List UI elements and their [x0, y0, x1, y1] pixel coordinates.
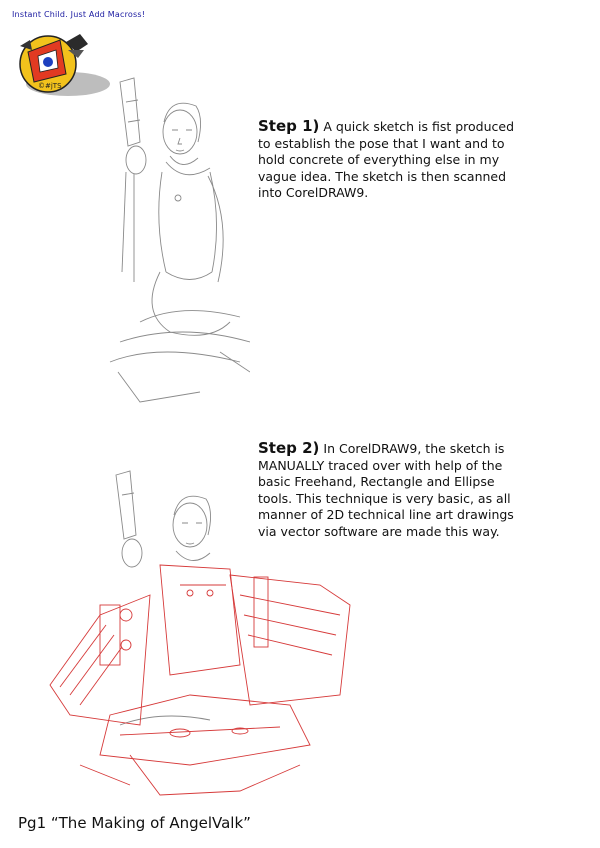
logo-text: ©#jTS [38, 82, 62, 90]
pencil-sketch-image [100, 72, 250, 412]
step-1-body: A quick sketch is fist produced to establish the pose that I want and to hold concrete of everything else in my vague idea. The sketch is then scanned into CorelDRAW9. [258, 119, 515, 200]
step-1-heading: Step 1) [258, 117, 320, 135]
tagline: Instant Child. Just Add Macross! [12, 10, 146, 19]
page-caption: Pg1 “The Making of AngelValk” [18, 814, 251, 832]
step-2-text [258, 440, 520, 540]
step-2-body: In CorelDRAW9, the sketch is MANUALLY traced over with help of the basic Freehand, Rectangle and Ellipse tools. This technique is very basic, as all manner of 2D technical line art drawings via vector software are made this way. [258, 441, 514, 539]
step-2-heading: Step 2) [258, 439, 320, 457]
step-1-text [258, 118, 520, 202]
